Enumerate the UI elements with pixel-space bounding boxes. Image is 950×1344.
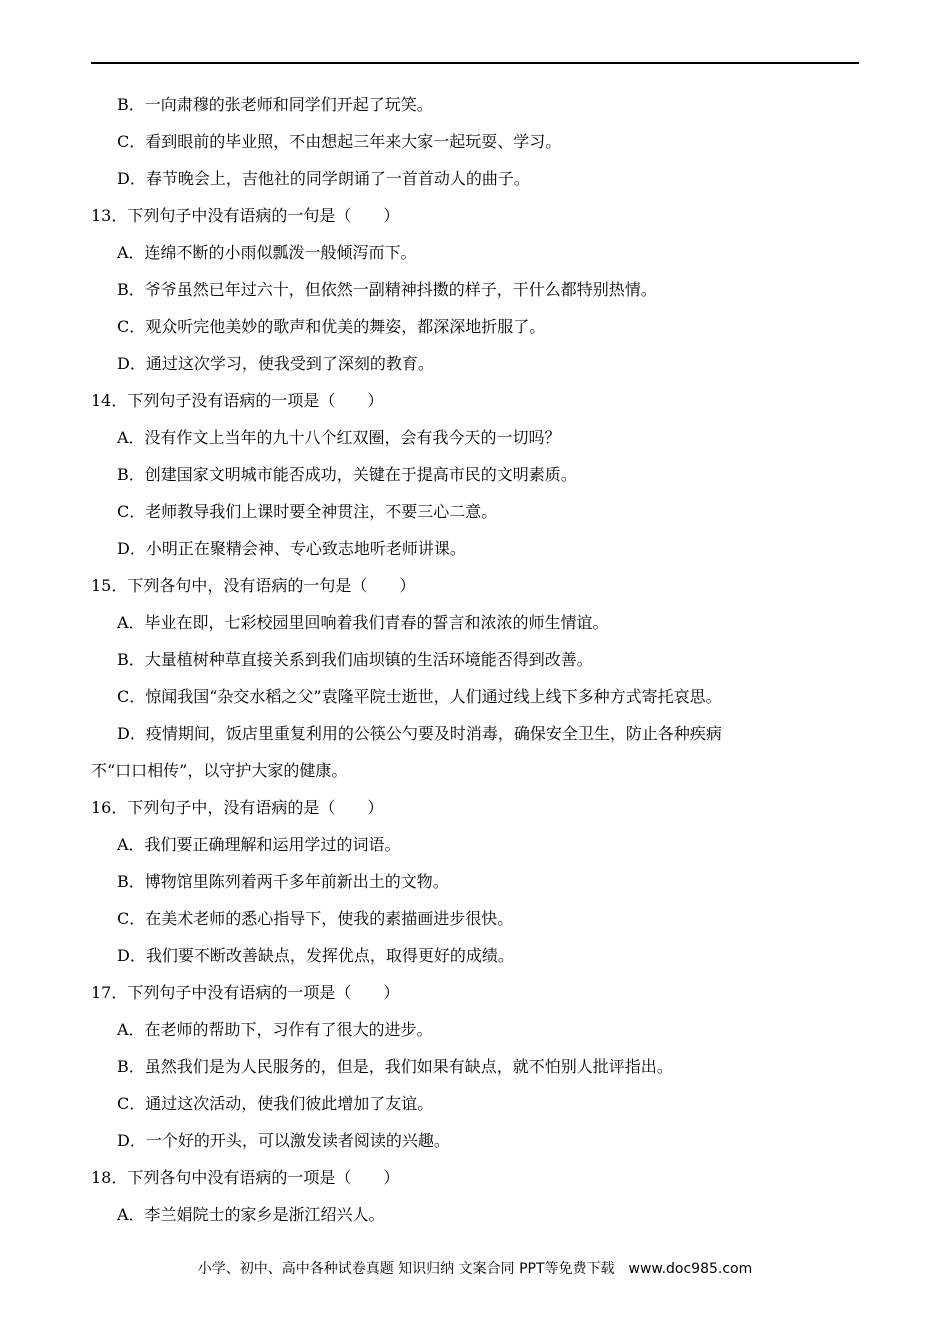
answer-option: C．老师教导我们上课时要全神贯注，不要三心二意。 — [117, 502, 498, 521]
question-stem: 16．下列句子中，没有语病的是（ ） — [91, 798, 384, 817]
answer-option: D．疫情期间，饭店里重复利用的公筷公勺要及时消毒，确保安全卫生，防止各种疾病 — [117, 724, 722, 743]
question-stem: 15．下列各句中，没有语病的一句是（ ） — [91, 576, 416, 595]
answer-option: D．春节晚会上，吉他社的同学朗诵了一首首动人的曲子。 — [117, 169, 530, 188]
answer-option: A．连绵不断的小雨似瓢泼一般倾泻而下。 — [117, 243, 417, 262]
question-stem: 13．下列句子中没有语病的一句是（ ） — [91, 206, 400, 225]
page-footer — [0, 1258, 950, 1278]
answer-option: B．博物馆里陈列着两千多年前新出土的文物。 — [117, 872, 449, 891]
answer-option: A．毕业在即，七彩校园里回响着我们青春的誓言和浓浓的师生情谊。 — [117, 613, 609, 632]
question-stem: 18．下列各句中没有语病的一项是（ ） — [91, 1168, 400, 1187]
answer-option: B．一向肃穆的张老师和同学们开起了玩笑。 — [117, 95, 433, 114]
answer-option: C．在美术老师的悉心指导下，使我的素描画进步很快。 — [117, 909, 514, 928]
answer-option: D．我们要不断改善缺点，发挥优点，取得更好的成绩。 — [117, 946, 514, 965]
answer-option: C．通过这次活动，使我们彼此增加了友谊。 — [117, 1094, 434, 1113]
answer-option: A．在老师的帮助下，习作有了很大的进步。 — [117, 1020, 433, 1039]
question-stem: 17．下列句子中没有语病的一项是（ ） — [91, 983, 400, 1002]
answer-option: A．李兰娟院士的家乡是浙江绍兴人。 — [117, 1205, 385, 1224]
question-stem: 14．下列句子没有语病的一项是（ ） — [91, 391, 384, 410]
document-body — [91, 86, 859, 1233]
footer-url[interactable]: www.doc985.com — [628, 1261, 753, 1277]
header-rule — [91, 62, 859, 64]
answer-option: C．观众听完他美妙的歌声和优美的舞姿，都深深地折服了。 — [117, 317, 546, 336]
option-continuation: 不“口口相传”，以守护大家的健康。 — [91, 761, 348, 780]
answer-option: B．爷爷虽然已年过六十，但依然一副精神抖擞的样子，干什么都特别热情。 — [117, 280, 657, 299]
answer-option: D．小明正在聚精会神、专心致志地听老师讲课。 — [117, 539, 466, 558]
answer-option: B．虽然我们是为人民服务的，但是，我们如果有缺点，就不怕别人批评指出。 — [117, 1057, 673, 1076]
answer-option: D．通过这次学习，使我受到了深刻的教育。 — [117, 354, 434, 373]
answer-option: C．惊闻我国“杂交水稻之父”袁隆平院士逝世，人们通过线上线下多种方式寄托哀思。 — [117, 687, 722, 706]
answer-option: A．没有作文上当年的九十八个红双圈，会有我今天的一切吗？ — [117, 428, 561, 447]
answer-option: B．大量植树种草直接关系到我们庙坝镇的生活环境能否得到改善。 — [117, 650, 593, 669]
answer-option: B．创建国家文明城市能否成功，关键在于提高市民的文明素质。 — [117, 465, 577, 484]
answer-option: D．一个好的开头，可以激发读者阅读的兴趣。 — [117, 1131, 450, 1150]
answer-option: A．我们要正确理解和运用学过的词语。 — [117, 835, 401, 854]
answer-option: C．看到眼前的毕业照，不由想起三年来大家一起玩耍、学习。 — [117, 132, 562, 151]
footer-text: 小学、初中、高中各种试卷真题 知识归纳 文案合同 PPT等免费下载 — [197, 1261, 615, 1277]
